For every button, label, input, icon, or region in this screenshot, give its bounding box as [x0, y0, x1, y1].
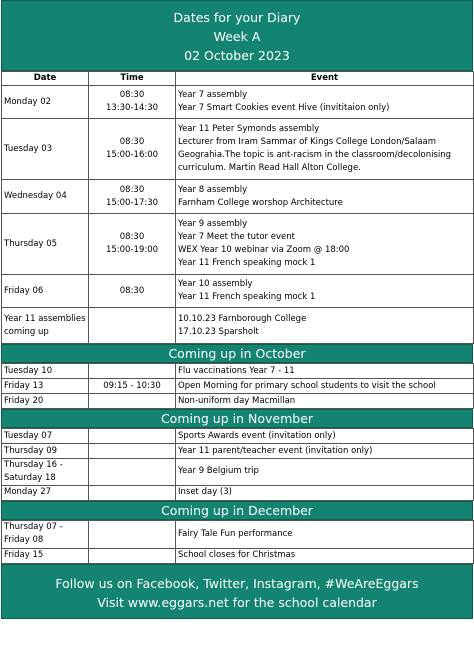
row-date: Thursday 16 - Saturday 18: [2, 459, 89, 486]
row-date: Friday 13: [2, 379, 89, 394]
row-time: [89, 520, 176, 548]
col-header-date: Date: [2, 72, 89, 86]
row-times: [89, 119, 176, 180]
table-row: [2, 485, 474, 500]
upcoming-sections: [1, 344, 473, 564]
table-row: [2, 429, 474, 444]
row-event: Year 11 parent/teacher event (invitation only): [176, 444, 474, 459]
row-time: [89, 548, 176, 563]
row-time: [89, 485, 176, 500]
row-time: 08:30: [119, 90, 145, 101]
row-event: Year 7 Smart Cookies event Hive (invititaion only): [178, 103, 390, 113]
row-date: Thursday 07 - Friday 08: [2, 520, 89, 548]
week-table-header-row: [2, 72, 474, 86]
table-row: [2, 379, 474, 394]
row-event: Year 8 assembly: [178, 184, 248, 195]
row-time: 13:30-14:30: [105, 103, 159, 113]
row-events: [176, 275, 474, 308]
row-event: Non-uniform day Macmillan: [176, 394, 474, 409]
row-event: Lecturer from Iram Sammar of Kings College London/Salaam: [178, 137, 437, 148]
row-times: [89, 275, 176, 308]
row-date: Tuesday 10: [2, 364, 89, 379]
section-title: Coming up in December: [1, 501, 473, 520]
col-header-event: Event: [176, 72, 474, 86]
row-event: Flu vaccinations Year 7 - 11: [176, 364, 474, 379]
row-time: 08:30: [119, 285, 145, 296]
row-time: [89, 444, 176, 459]
row-event: Year 9 Belgium trip: [176, 459, 474, 486]
row-date: Friday 15: [2, 548, 89, 563]
diary-page: [1, 0, 473, 656]
row-events: [176, 119, 474, 180]
row-event: Farnham College worshop Architecture: [178, 197, 343, 208]
row-time: 15:00-19:00: [105, 245, 159, 255]
row-events: [176, 308, 474, 344]
section-title: Coming up in October: [1, 344, 473, 363]
row-event: Fairy Tale Fun performance: [176, 520, 474, 548]
row-date: Wednesday 04: [2, 180, 89, 214]
row-date: Year 11 assemblies coming up: [2, 308, 89, 344]
table-row: [2, 86, 474, 119]
row-times: [89, 308, 176, 344]
row-event: 10.10.23 Farnborough College: [178, 313, 307, 324]
row-date: Friday 20: [2, 394, 89, 409]
section-table: [1, 428, 474, 501]
row-times: [89, 86, 176, 119]
table-row: [2, 364, 474, 379]
row-date: Monday 27: [2, 485, 89, 500]
row-event: Geograhia.The topic is ant-racism in the classroom/decolonising: [178, 150, 452, 160]
row-times: [89, 180, 176, 214]
table-row: [2, 520, 474, 548]
header-date: 02 October 2023: [184, 48, 290, 63]
diary-footer: [1, 564, 473, 619]
row-date: Thursday 09: [2, 444, 89, 459]
header-week: Week A: [213, 29, 261, 44]
row-event: Year 7 Meet the tutor event: [178, 232, 295, 243]
row-event: Year 11 Peter Symonds assembly: [178, 124, 320, 135]
row-time: 15:00-16:00: [105, 150, 159, 160]
header-title: Dates for your Diary: [173, 10, 301, 25]
row-event: Year 11 French speaking mock 1: [178, 257, 316, 268]
row-time: [89, 429, 176, 444]
row-events: [176, 180, 474, 214]
row-time: 09:15 - 10:30: [89, 379, 176, 394]
table-row: [2, 119, 474, 180]
table-row: [2, 459, 474, 486]
table-row: [2, 214, 474, 275]
row-time: 15:00-17:30: [105, 197, 159, 208]
week-table: [1, 71, 474, 344]
row-times: [89, 214, 176, 275]
section-table: [1, 520, 474, 564]
diary-header: [1, 0, 473, 71]
row-time: [89, 364, 176, 379]
row-event: Year 11 French speaking mock 1: [178, 292, 316, 302]
table-row: [2, 444, 474, 459]
footer-social: Follow us on Facebook, Twitter, Instagram, #WeAreEggars: [55, 575, 419, 591]
row-event: Year 9 assembly: [178, 219, 248, 230]
row-event: WEX Year 10 webinar via Zoom @ 18:00: [178, 245, 350, 255]
row-time: [89, 394, 176, 409]
row-event: 17.10.23 Sparsholt: [178, 326, 259, 337]
row-event: Sports Awards event (invitation only): [176, 429, 474, 444]
row-time: 08:30: [119, 184, 145, 195]
row-event: Year 10 assembly: [178, 279, 253, 290]
section-table: [1, 363, 474, 409]
row-date: Tuesday 07: [2, 429, 89, 444]
row-event: curriculum. Martin Read Hall Alton College.: [178, 162, 361, 173]
row-date: Friday 06: [2, 275, 89, 308]
table-row: [2, 394, 474, 409]
table-row: [2, 180, 474, 214]
table-row: [2, 275, 474, 308]
row-date: Monday 02: [2, 86, 89, 119]
row-event: School closes for Christmas: [176, 548, 474, 563]
row-event: Year 7 assembly: [178, 90, 248, 101]
row-time: 08:30: [119, 232, 145, 243]
section-title: Coming up in November: [1, 409, 473, 428]
row-events: [176, 86, 474, 119]
col-header-time: Time: [89, 72, 176, 86]
footer-calendar-link[interactable]: Visit www.eggars.net for the school calendar: [97, 594, 377, 610]
row-date: Thursday 05: [2, 214, 89, 275]
row-date: Tuesday 03: [2, 119, 89, 180]
row-events: [176, 214, 474, 275]
table-row: [2, 308, 474, 344]
row-time: [89, 459, 176, 486]
row-time: 08:30: [119, 137, 145, 148]
row-event: Inset day (3): [176, 485, 474, 500]
table-row: [2, 548, 474, 563]
week-table-body: [2, 86, 474, 344]
row-event: Open Morning for primary school students to visit the school: [176, 379, 474, 394]
